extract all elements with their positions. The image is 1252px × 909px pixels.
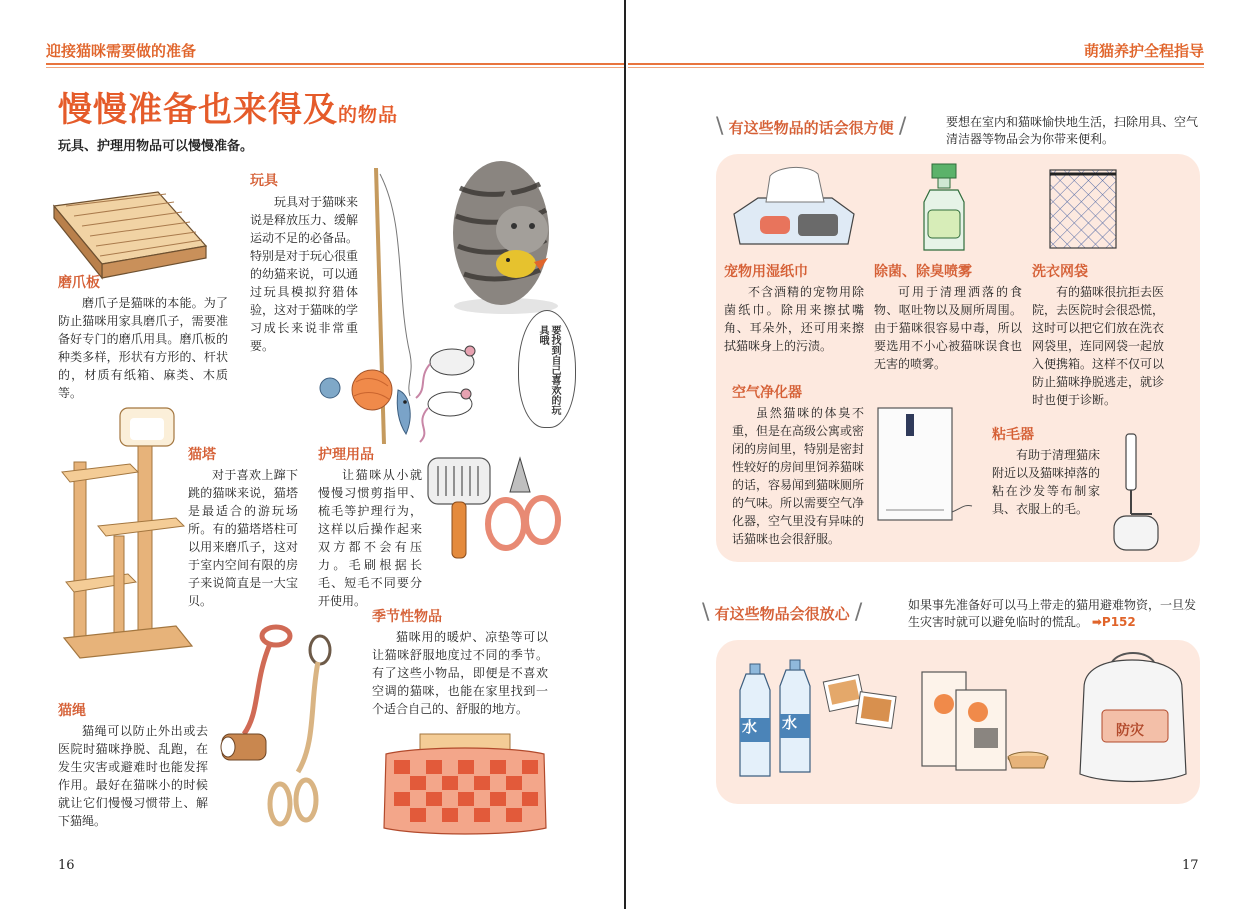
header-rule-left: [46, 63, 624, 65]
grooming-tools-illustration: [424, 452, 574, 564]
right-page: [626, 0, 1252, 909]
speech-bubble-text: 要找到自己喜欢的玩具哦: [537, 325, 560, 415]
wipes-body: 不含酒精的宠物用除菌纸巾。除用来擦拭嘴角、耳朵外，还可用来擦拭猫咪身上的污渍。: [724, 285, 864, 353]
laundry-net-bag-illustration: [1046, 166, 1122, 254]
cat-tower-title: 猫塔: [188, 447, 216, 463]
leash-body: 猫绳可以防止外出或去医院时猫咪挣脱、乱跑，在发生灾害或避难时也能发挥作用。最好在猫咪小的时候就让它们慢慢习惯带上、解下猫绳。: [58, 724, 208, 828]
cat-tower-illustration: [58, 402, 208, 660]
scratcher-title: 磨爪板: [58, 275, 100, 291]
spray-title: 除菌、除臭喷雾: [874, 264, 972, 280]
page-title-small: 的物品: [338, 104, 399, 126]
slash-right-icon-2: /: [854, 600, 863, 625]
seasonal-body: 猫咪用的暖炉、凉垫等可以让猫咪舒服地度过不同的季节。有了这些小物品，即便是不喜欢空调的猫咪，也能在家里找到一个适合自己的、舒服的地方。: [372, 630, 548, 716]
page-title: [58, 82, 398, 131]
section1-desc: 要想在室内和猫咪愉快地生活，扫除用具、空气清洁器等物品会为你带来便利。: [946, 115, 1199, 146]
toy-body: 玩具对于猫咪来说是释放压力、缓解运动不足的必备品。特别是对于玩心很重的幼猫来说，可以通过玩具模拟狩猎体验，这对于猫咪的学习成长来说非常重要。: [250, 195, 359, 353]
section2-heading-text: 有这些物品会很放心: [714, 605, 850, 623]
section2-page-ref[interactable]: ➡P152: [1091, 615, 1136, 629]
grooming-title: 护理用品: [318, 447, 374, 463]
section1-heading: [716, 114, 906, 139]
leash-title: 猫绳: [58, 703, 86, 719]
air-purifier-illustration: [872, 404, 982, 524]
page-lead: 玩具、护理用物品可以慢慢准备。: [58, 139, 254, 154]
lint-roller-body: 有助于清理猫床附近以及猫咪掉落的粘在沙发等布制家具、衣服上的毛。: [992, 448, 1101, 516]
section1-heading-text: 有这些物品的话会很方便: [728, 119, 894, 137]
scratcher-illustration: [50, 188, 210, 283]
header-rule-right: [628, 63, 1204, 65]
speech-bubble: [518, 310, 576, 428]
toy-ball-mice-illustration: [314, 338, 524, 448]
seasonal-title: 季节性物品: [372, 609, 442, 625]
section2-desc: [908, 597, 1204, 631]
slash-right-icon: /: [898, 114, 907, 139]
slash-left-icon-2: \: [702, 600, 710, 625]
emergency-backpack-illustration: [1072, 648, 1194, 788]
scratcher-body: 磨爪子是猫咪的本能。为了防止猫咪用家具磨爪子，需要准备好专门的磨爪用具。磨爪板的种类多样，形状有方形的、杆状的，材质有纸箱、麻类、木质等。: [58, 296, 228, 400]
cat-food-illustration: [916, 660, 1066, 774]
page-title-main: 慢慢准备也来得及: [58, 90, 338, 130]
section2-heading: [702, 600, 862, 625]
running-head-right: 萌猫养护全程指导: [1083, 42, 1204, 60]
air-purifier-title: 空气净化器: [732, 385, 802, 401]
cat-photos-illustration: [822, 670, 902, 736]
cat-photo: [436, 138, 576, 318]
cat-tower-body: 对于喜欢上蹿下跳的猫咪来说，猫塔是最适合的游玩场所。有的猫塔塔柱可以用来磨爪子，这对于室内空间有限的房子来说简直是一大宝贝。: [188, 468, 298, 608]
lint-roller-title: 粘毛器: [992, 427, 1034, 443]
water-label-2: 水: [782, 714, 798, 732]
section2-desc-text: 如果事先准备好可以马上带走的猫用避难物资，一旦发生灾害时就可以避免临时的慌乱。: [908, 598, 1197, 629]
page-number-left: 16: [58, 858, 75, 873]
lint-roller-illustration: [1100, 430, 1170, 560]
running-head-left: 迎接猫咪需要做的准备: [46, 42, 197, 60]
air-purifier-body: 虽然猫咪的体臭不重，但是在高级公寓或密闭的房间里，特别是密封性较好的房间里饲养猫咪的话，容易闻到猫咪厕所的气味。所以需要空气净化器，空气里没有异味的话猫咪也会很舒服。: [732, 406, 865, 546]
grooming-body: 让猫咪从小就慢慢习惯剪指甲、梳毛等护理行为，这样以后操作起来双方都不会有压力。毛刷根据长毛、短毛不同要分开使用。: [318, 468, 422, 608]
pet-wipes-illustration: [728, 164, 858, 252]
laundry-bag-title: 洗衣网袋: [1032, 264, 1088, 280]
page-number-right: 17: [1182, 858, 1199, 873]
slash-left-icon: \: [716, 114, 724, 139]
laundry-bag-body: 有的猫咪很抗拒去医院，去医院时会很恐慌，这时可以把它们放在洗衣网袋里，连同网袋一起放入便携箱。这样不仅可以防止猫咪挣脱逃走，就诊时也便于诊断。: [1032, 285, 1165, 407]
toy-title: 玩具: [250, 173, 278, 189]
leash-illustration: [214, 622, 344, 832]
wipes-title: 宠物用湿纸巾: [724, 264, 808, 280]
cat-heater-illustration: [380, 732, 550, 836]
water-label-1: 水: [742, 718, 758, 736]
spray-bottle-illustration: [916, 162, 976, 254]
backpack-label: 防灾: [1116, 723, 1144, 739]
spray-body: 可用于清理洒落的食物、呕吐物以及厕所周围。由于猫咪很容易中毒，所以要选用不小心被猫咪误食也无害的喷雾。: [874, 285, 1022, 371]
